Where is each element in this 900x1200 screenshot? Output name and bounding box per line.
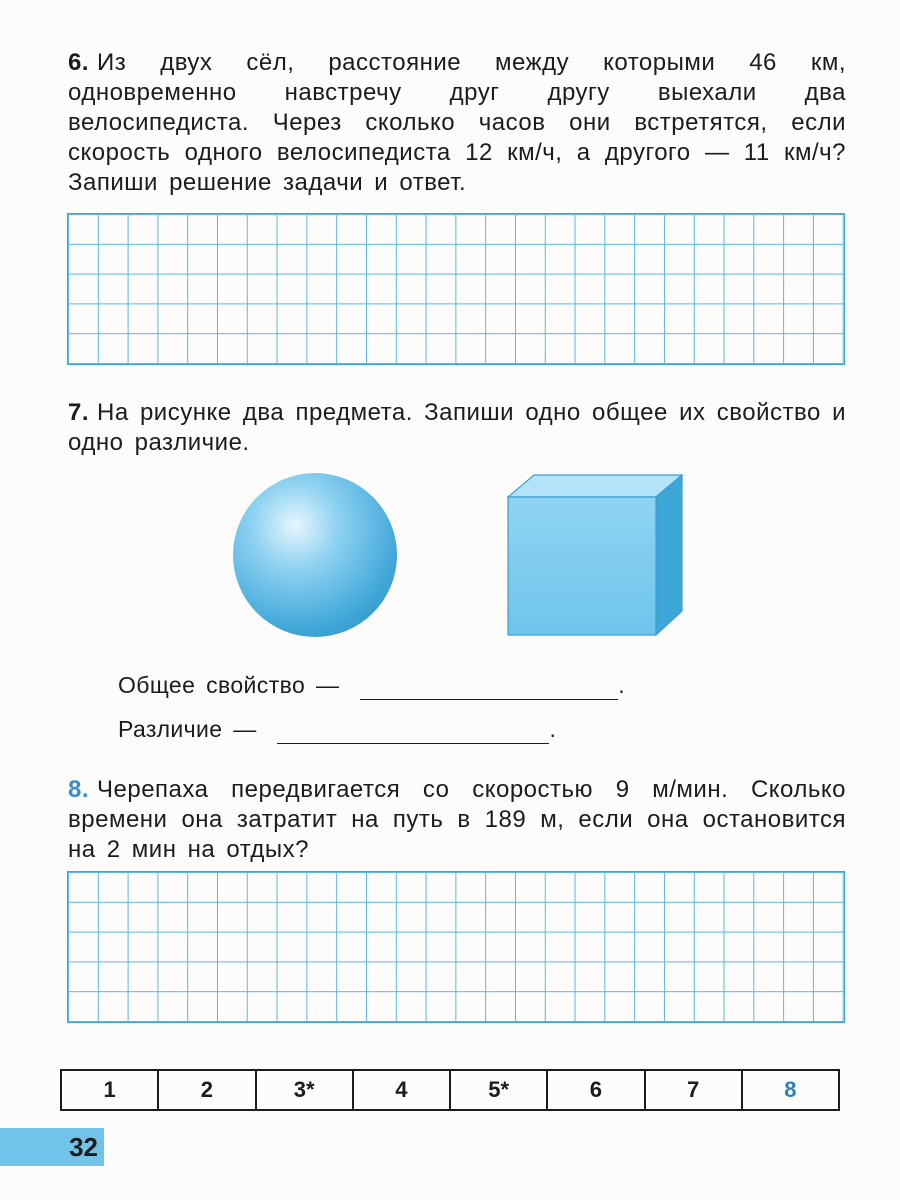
task-8-number: 8.	[68, 776, 90, 803]
score-cell-7: 7	[646, 1071, 743, 1109]
task-6	[68, 48, 846, 198]
difference-blank[interactable]	[277, 716, 549, 744]
difference-line	[118, 716, 556, 744]
page-number: 32	[69, 1131, 98, 1162]
cube	[508, 475, 682, 635]
task-7-text: На рисунке два предмета. Запиши одно общее их свойство и одно различие.	[68, 399, 846, 456]
score-cell-2: 2	[159, 1071, 256, 1109]
common-property-label: Общее свойство —	[118, 672, 340, 698]
score-cell-6: 6	[548, 1071, 645, 1109]
answer-grid-task-8[interactable]	[67, 871, 845, 1023]
difference-label: Различие —	[118, 716, 257, 742]
task-6-number: 6.	[68, 49, 90, 76]
answer-grid-task-6[interactable]	[67, 213, 845, 365]
task-8-text: Черепаха передвигается со скоростью 9 м/мин. Сколько времени она затратит на путь в 189 м, если она остановится на 2 мин на отдых?	[68, 776, 846, 863]
score-cell-5: 5*	[451, 1071, 548, 1109]
page-number-tab	[0, 1128, 104, 1166]
task-6-text: Из двух сёл, расстояние между которыми 46 км, одновременно навстречу друг другу выехали два велосипедиста. Через сколько часов они встретятся, если скорость одного велосипедиста 12 км/ч, а другого — 11 км/ч? Запиши решение задачи и ответ.	[68, 49, 846, 196]
task-8	[68, 775, 846, 865]
shapes-figure	[220, 465, 700, 650]
common-property-blank[interactable]	[360, 672, 618, 700]
score-cell-8: 8	[784, 1077, 797, 1102]
task-7	[68, 398, 846, 458]
common-property-period: .	[618, 672, 625, 698]
task-7-number: 7.	[68, 399, 90, 426]
score-cell-3: 3*	[257, 1071, 354, 1109]
sphere	[233, 473, 397, 637]
score-cell-1: 1	[62, 1071, 159, 1109]
task-score-table	[60, 1069, 840, 1111]
score-cell-4: 4	[354, 1071, 451, 1109]
common-property-line	[118, 672, 625, 700]
difference-period: .	[549, 716, 557, 742]
